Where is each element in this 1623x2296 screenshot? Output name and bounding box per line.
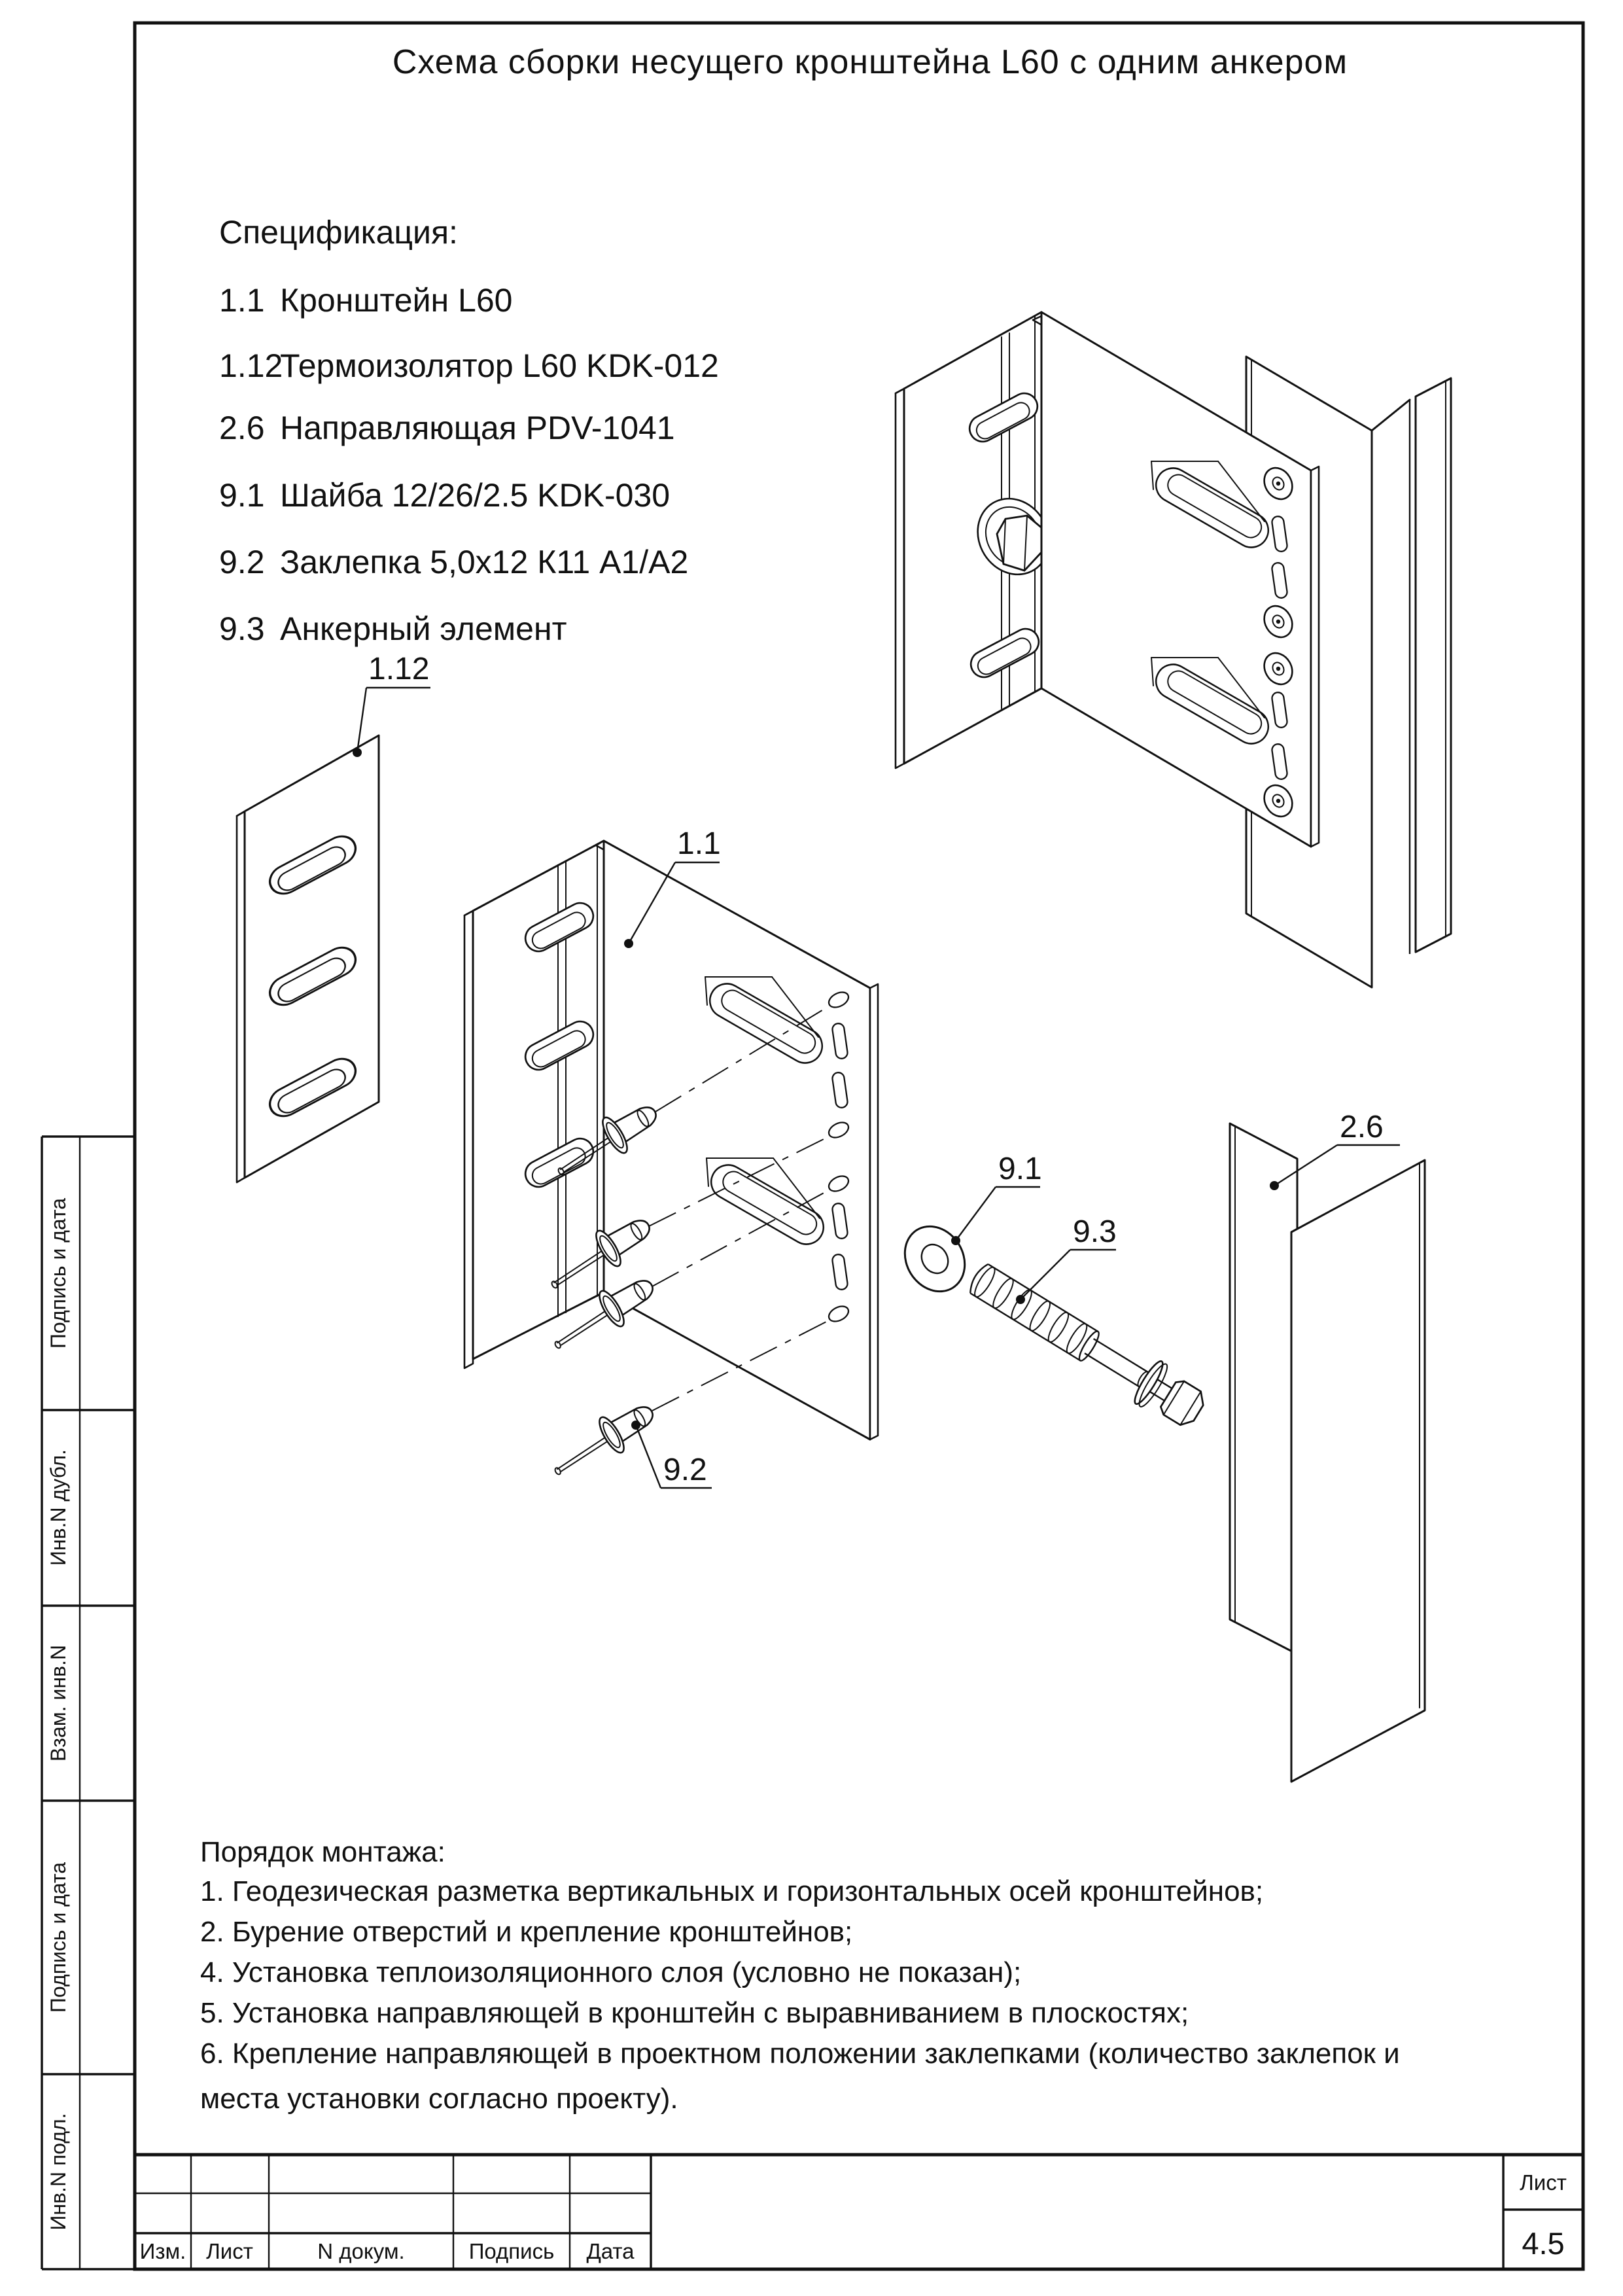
titleblock-col-izm: Изм. <box>139 2239 186 2263</box>
spec-item-number: 9.1 <box>219 477 265 514</box>
callout-1.12 <box>353 652 430 757</box>
hex-head <box>1158 1378 1208 1430</box>
bracket-l60-view <box>464 841 878 1487</box>
spec-heading: Спецификация: <box>219 214 458 251</box>
titleblock-col-podpis: Подпись <box>468 2239 555 2263</box>
spec-item-number: 9.2 <box>219 544 265 580</box>
callout-label: 9.3 <box>1073 1214 1117 1249</box>
specification-list <box>219 214 719 647</box>
titleblock-col-ndokum: N докум. <box>317 2239 405 2263</box>
page-title: Схема сборки несущего кронштейна L60 с одним анкером <box>392 43 1348 81</box>
mounting-notes <box>200 1836 1400 2115</box>
rivet <box>544 1394 662 1487</box>
spec-item-name: Заклепка 5,0х12 К11 А1/А2 <box>280 544 689 580</box>
anchor-bolt <box>962 1255 1212 1434</box>
callout-label: 9.1 <box>998 1152 1042 1186</box>
stamp-cell-label: Подпись и дата <box>46 1197 70 1349</box>
note-line: 5. Установка направляющей в кронштейн с выравниванием в плоскостях; <box>200 1997 1189 2029</box>
callout-label: 2.6 <box>1340 1110 1384 1144</box>
spec-item-name: Направляющая PDV-1041 <box>280 410 675 446</box>
guide-profile <box>1230 1123 1425 1782</box>
assembled-bracket-view <box>896 312 1451 987</box>
callout-label: 1.1 <box>677 826 721 861</box>
stamp-cell-label: Взам. инв.N <box>46 1644 70 1762</box>
titleblock-col-list: Лист <box>206 2239 253 2263</box>
bracket-wall <box>896 312 1063 768</box>
note-line: места установки согласно проекту). <box>200 2083 678 2115</box>
spec-item-number: 2.6 <box>219 410 265 446</box>
spec-item-name: Термоизолятор L60 KDK-012 <box>280 347 719 384</box>
callout-9.2 <box>631 1421 712 1488</box>
title-block <box>135 2155 1583 2269</box>
stamp-cell-label: Подпись и дата <box>46 1862 70 2013</box>
note-line: 1. Геодезическая разметка вертикальных и горизонтальных осей кронштейнов; <box>200 1875 1264 1907</box>
spec-item-name: Шайба 12/26/2.5 KDK-030 <box>280 477 671 514</box>
stamp-cell-label: Инв.N подл. <box>46 2113 70 2231</box>
callout-label: 9.2 <box>663 1453 707 1487</box>
stamp-cell-label: Инв.N дубл. <box>46 1449 70 1566</box>
sheet-number: 4.5 <box>1522 2226 1565 2261</box>
note-line: 4. Установка теплоизоляционного слоя (условно не показан); <box>200 1956 1022 1988</box>
titleblock-col-data: Дата <box>586 2239 635 2263</box>
note-line: 2. Бурение отверстий и крепление кронштейнов; <box>200 1916 853 1948</box>
callout-9.1 <box>951 1152 1042 1245</box>
note-line: 6. Крепление направляющей в проектном положении заклепками (количество заклепок и <box>200 2038 1400 2070</box>
spec-item-number: 1.1 <box>219 282 265 319</box>
callout-label: 1.12 <box>368 652 430 686</box>
sheet-label: Лист <box>1520 2170 1567 2195</box>
notes-heading: Порядок монтажа: <box>200 1836 445 1868</box>
spec-item-number: 9.3 <box>219 610 265 647</box>
spec-item-name: Анкерный элемент <box>280 610 567 647</box>
spec-item-name: Кронштейн L60 <box>280 282 513 319</box>
thermal-isolator-plate <box>237 735 379 1182</box>
spec-item-number: 1.12 <box>219 347 283 384</box>
